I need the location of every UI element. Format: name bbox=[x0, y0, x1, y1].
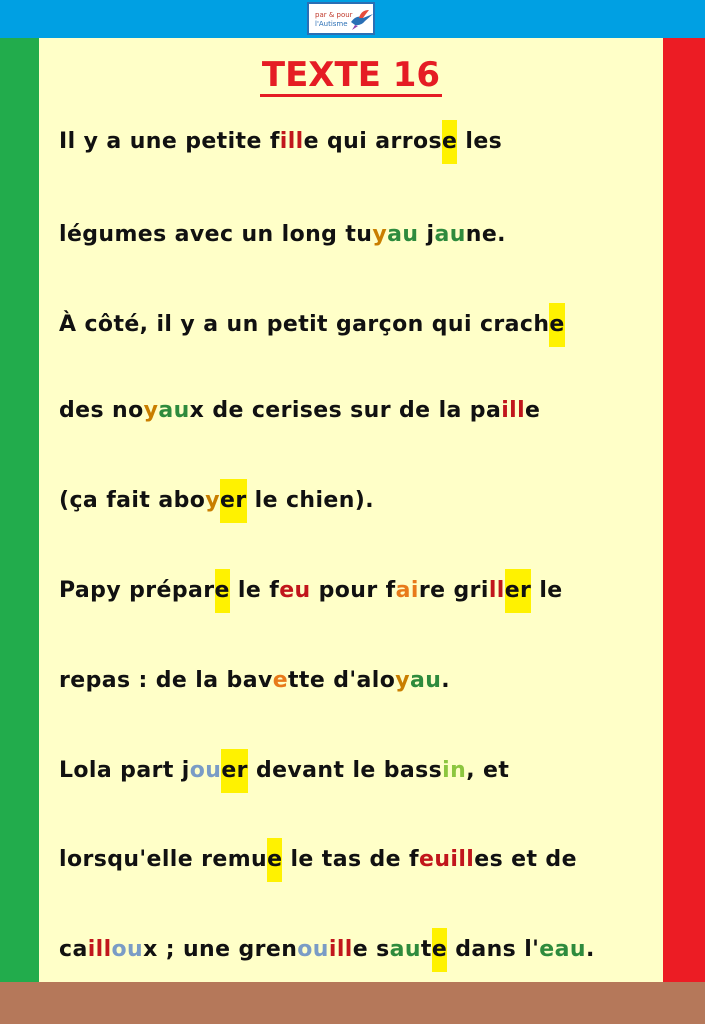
text-segment: in bbox=[442, 758, 467, 783]
text-line bbox=[59, 758, 509, 784]
text-segment: dans l' bbox=[447, 937, 540, 962]
text-segment: Papy prépar bbox=[59, 578, 215, 603]
text-segment: lorsqu'elle remu bbox=[59, 847, 268, 872]
text-segment: j bbox=[418, 222, 435, 247]
text-segment: ill bbox=[501, 398, 526, 423]
text-segment: pour f bbox=[310, 578, 396, 603]
text-segment: y bbox=[143, 398, 159, 423]
text-segment: e bbox=[525, 398, 541, 423]
text-segment: au bbox=[434, 222, 466, 247]
text-line bbox=[59, 129, 502, 155]
text-segment: eau bbox=[539, 937, 586, 962]
text-segment: au bbox=[389, 937, 421, 962]
bottom-brown-border bbox=[0, 982, 705, 1024]
text-line bbox=[59, 847, 577, 873]
text-line bbox=[59, 668, 450, 694]
highlighted-letters: er bbox=[221, 749, 248, 793]
text-segment: y bbox=[395, 668, 410, 693]
text-segment: ou bbox=[111, 937, 144, 962]
text-segment: le f bbox=[229, 578, 280, 603]
logo-line-1: par & pour bbox=[315, 11, 353, 19]
highlighted-letters: e bbox=[215, 569, 230, 613]
text-segment: repas : de la bav bbox=[59, 668, 273, 693]
text-segment: ll bbox=[488, 578, 505, 603]
page-title bbox=[39, 56, 663, 97]
text-segment: légumes avec un long tu bbox=[59, 222, 373, 247]
text-segment: es et de bbox=[474, 847, 577, 872]
highlighted-letters: er bbox=[505, 569, 532, 613]
text-segment: (ça fait abo bbox=[59, 488, 206, 513]
text-segment: e bbox=[272, 668, 289, 693]
text-segment: , et bbox=[466, 758, 510, 783]
highlighted-letters: e bbox=[432, 928, 447, 972]
text-segment: x de cerises sur de la pa bbox=[189, 398, 502, 423]
text-line bbox=[59, 312, 565, 338]
text-segment: ai bbox=[395, 578, 419, 603]
text-line bbox=[59, 488, 374, 514]
text-segment: ou bbox=[189, 758, 222, 783]
highlighted-letters: e bbox=[267, 838, 282, 882]
text-segment: ca bbox=[59, 937, 88, 962]
right-red-border bbox=[663, 38, 705, 982]
text-segment: y bbox=[205, 488, 220, 513]
text-segment: le bbox=[531, 578, 563, 603]
logo-line-2: l'Autisme bbox=[315, 20, 348, 28]
highlighted-letters: e bbox=[549, 303, 564, 347]
text-segment: tte d'alo bbox=[288, 668, 396, 693]
text-segment: devant le bass bbox=[247, 758, 443, 783]
text-segment: eu bbox=[279, 578, 311, 603]
text-segment: euill bbox=[419, 847, 475, 872]
text-segment: e s bbox=[352, 937, 390, 962]
text-segment: . bbox=[441, 668, 451, 693]
highlighted-letters: e bbox=[442, 120, 457, 164]
text-segment: À côté, il y a un petit garçon qui crach bbox=[59, 312, 550, 337]
page-title-text: TEXTE 16 bbox=[261, 55, 441, 95]
left-green-border bbox=[0, 38, 39, 982]
text-segment: le chien). bbox=[246, 488, 374, 513]
text-segment: au bbox=[409, 668, 442, 693]
text-segment: ill bbox=[279, 129, 304, 154]
highlighted-letters: er bbox=[220, 479, 247, 523]
text-segment: les bbox=[457, 129, 503, 154]
text-segment: des no bbox=[59, 398, 144, 423]
association-logo bbox=[307, 2, 375, 35]
text-segment: ou bbox=[297, 937, 329, 962]
text-segment: t bbox=[420, 937, 432, 962]
text-segment: y bbox=[372, 222, 388, 247]
text-segment: . bbox=[585, 937, 595, 962]
text-segment: e qui arros bbox=[303, 129, 442, 154]
text-segment: Lola part j bbox=[59, 758, 190, 783]
text-line bbox=[59, 578, 563, 604]
text-segment: ne. bbox=[465, 222, 506, 247]
text-segment: ill bbox=[328, 937, 353, 962]
text-segment: au bbox=[158, 398, 190, 423]
text-segment: x ; une gren bbox=[143, 937, 298, 962]
text-segment: le tas de f bbox=[282, 847, 420, 872]
hummingbird-icon bbox=[349, 8, 375, 32]
text-segment: ill bbox=[87, 937, 112, 962]
text-segment: au bbox=[387, 222, 419, 247]
text-segment: re gri bbox=[418, 578, 489, 603]
top-bar bbox=[0, 0, 705, 38]
text-line bbox=[59, 937, 595, 963]
text-segment: Il y a une petite f bbox=[59, 129, 280, 154]
text-line bbox=[59, 398, 540, 424]
text-line bbox=[59, 222, 506, 248]
